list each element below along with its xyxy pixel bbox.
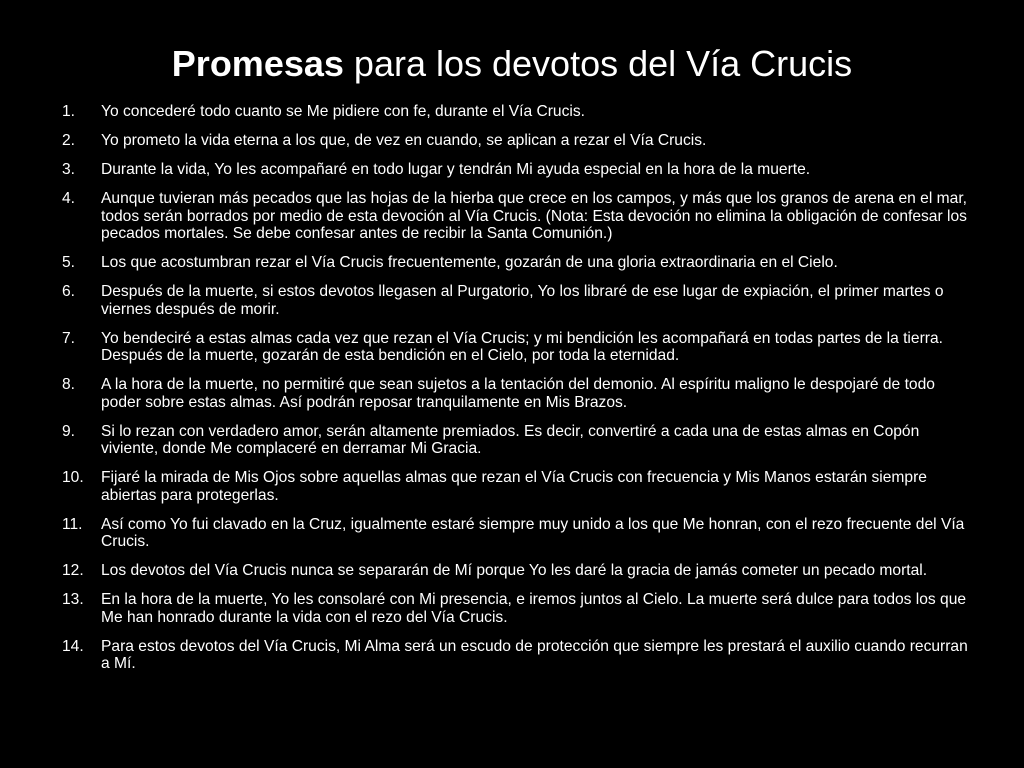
promise-number: 9. [62, 422, 76, 440]
promise-item-11 [62, 516, 972, 551]
promise-number: 6. [62, 283, 76, 300]
promise-text: Durante la vida, Yo les acompañaré en todo lugar y tendrán Mi ayuda especial en la hora de la muerte. [101, 161, 811, 178]
promise-text: Si lo rezan con verdadero amor, serán altamente premiados. Es decir, convertiré a cada una de estas almas en Copón viviente, donde Me complaceré en derramar Mi Gracia. [101, 422, 920, 457]
promise-text: Aunque tuvieran más pecados que las hojas de la hierba que crece en los campos, y más que los granos de arena en el mar, todos serán borrados por medio de esta devoción al Vía Crucis. (Nota: Esta devoción no elimina la obligación de confesar los pecados mortales. Se debe confesar antes de recibir la Santa Comunión.) [101, 190, 967, 242]
promise-text: Así como Yo fui clavado en la Cruz, igualmente estaré siempre muy unido a los que Me honran, con el rezo frecuente del Vía Crucis. [101, 515, 965, 550]
promise-text: Los devotos del Vía Crucis nunca se separarán de Mí porque Yo les daré la gracia de jamás cometer un pecado mortal. [101, 562, 928, 579]
promise-text: Después de la muerte, si estos devotos llegasen al Purgatorio, Yo los libraré de ese lugar de expiación, el primer martes o viernes después de morir. [101, 283, 944, 318]
promise-item-13 [62, 591, 972, 626]
promise-item-12 [62, 562, 972, 580]
promise-text: Yo prometo la vida eterna a los que, de vez en cuando, se aplican a rezar el Vía Crucis. [101, 132, 707, 149]
promise-item-8 [62, 376, 972, 411]
promise-item-6 [62, 283, 972, 318]
promise-text: Yo bendeciré a estas almas cada vez que rezan el Vía Crucis; y mi bendición les acompañará en todas partes de la tierra. Después de la muerte, gozarán de esta bendición en el Cielo, por toda la eternidad. [101, 329, 943, 364]
promise-item-10 [62, 469, 972, 504]
promise-number: 12. [62, 562, 84, 579]
promise-number: 14. [62, 637, 84, 655]
slide-title-bold: Promesas [171, 43, 344, 84]
promise-item-1 [62, 103, 972, 121]
promise-list [62, 103, 972, 684]
promise-number: 1. [62, 103, 76, 120]
promise-item-14 [62, 638, 972, 673]
slide-title [0, 42, 1024, 86]
promise-item-7 [62, 330, 972, 365]
promise-number: 2. [62, 132, 76, 149]
promise-number: 7. [62, 329, 76, 347]
promise-text: A la hora de la muerte, no permitiré que sean sujetos a la tentación del demonio. Al espíritu maligno le despojaré de todo poder sobre estas almas. Así podrán reposar tranquilamente en Mis Brazos. [101, 376, 935, 411]
promise-text: Los que acostumbran rezar el Vía Crucis frecuentemente, gozarán de una gloria extraordinaria en el Cielo. [101, 254, 838, 271]
promise-item-9 [62, 423, 972, 458]
promise-number: 11. [62, 515, 83, 533]
promise-item-2 [62, 132, 972, 150]
slide-title-rest: para los devotos del Vía Crucis [353, 43, 853, 84]
promise-text: Fijaré la mirada de Mis Ojos sobre aquellas almas que rezan el Vía Crucis con frecuencia y Mis Manos estarán siempre abiertas para protegerlas. [101, 469, 927, 504]
promise-text: Para estos devotos del Vía Crucis, Mi Alma será un escudo de protección que siempre les prestará el auxilio cuando recurran a Mí. [101, 637, 968, 672]
promise-text: Yo concederé todo cuanto se Me pidiere con fe, durante el Vía Crucis. [101, 103, 585, 120]
promise-number: 13. [62, 591, 84, 608]
promise-item-3 [62, 161, 972, 179]
promise-number: 3. [62, 161, 76, 178]
promise-item-5 [62, 254, 972, 272]
promise-number: 5. [62, 254, 76, 271]
promise-text: En la hora de la muerte, Yo les consolaré con Mi presencia, e iremos juntos al Cielo. La muerte será dulce para todos los que Me han honrado durante la vida con el rezo del Vía Crucis. [101, 591, 967, 626]
promise-number: 8. [62, 376, 76, 393]
promise-number: 4. [62, 190, 76, 207]
promise-number: 10. [62, 469, 84, 486]
promise-item-4 [62, 190, 972, 243]
